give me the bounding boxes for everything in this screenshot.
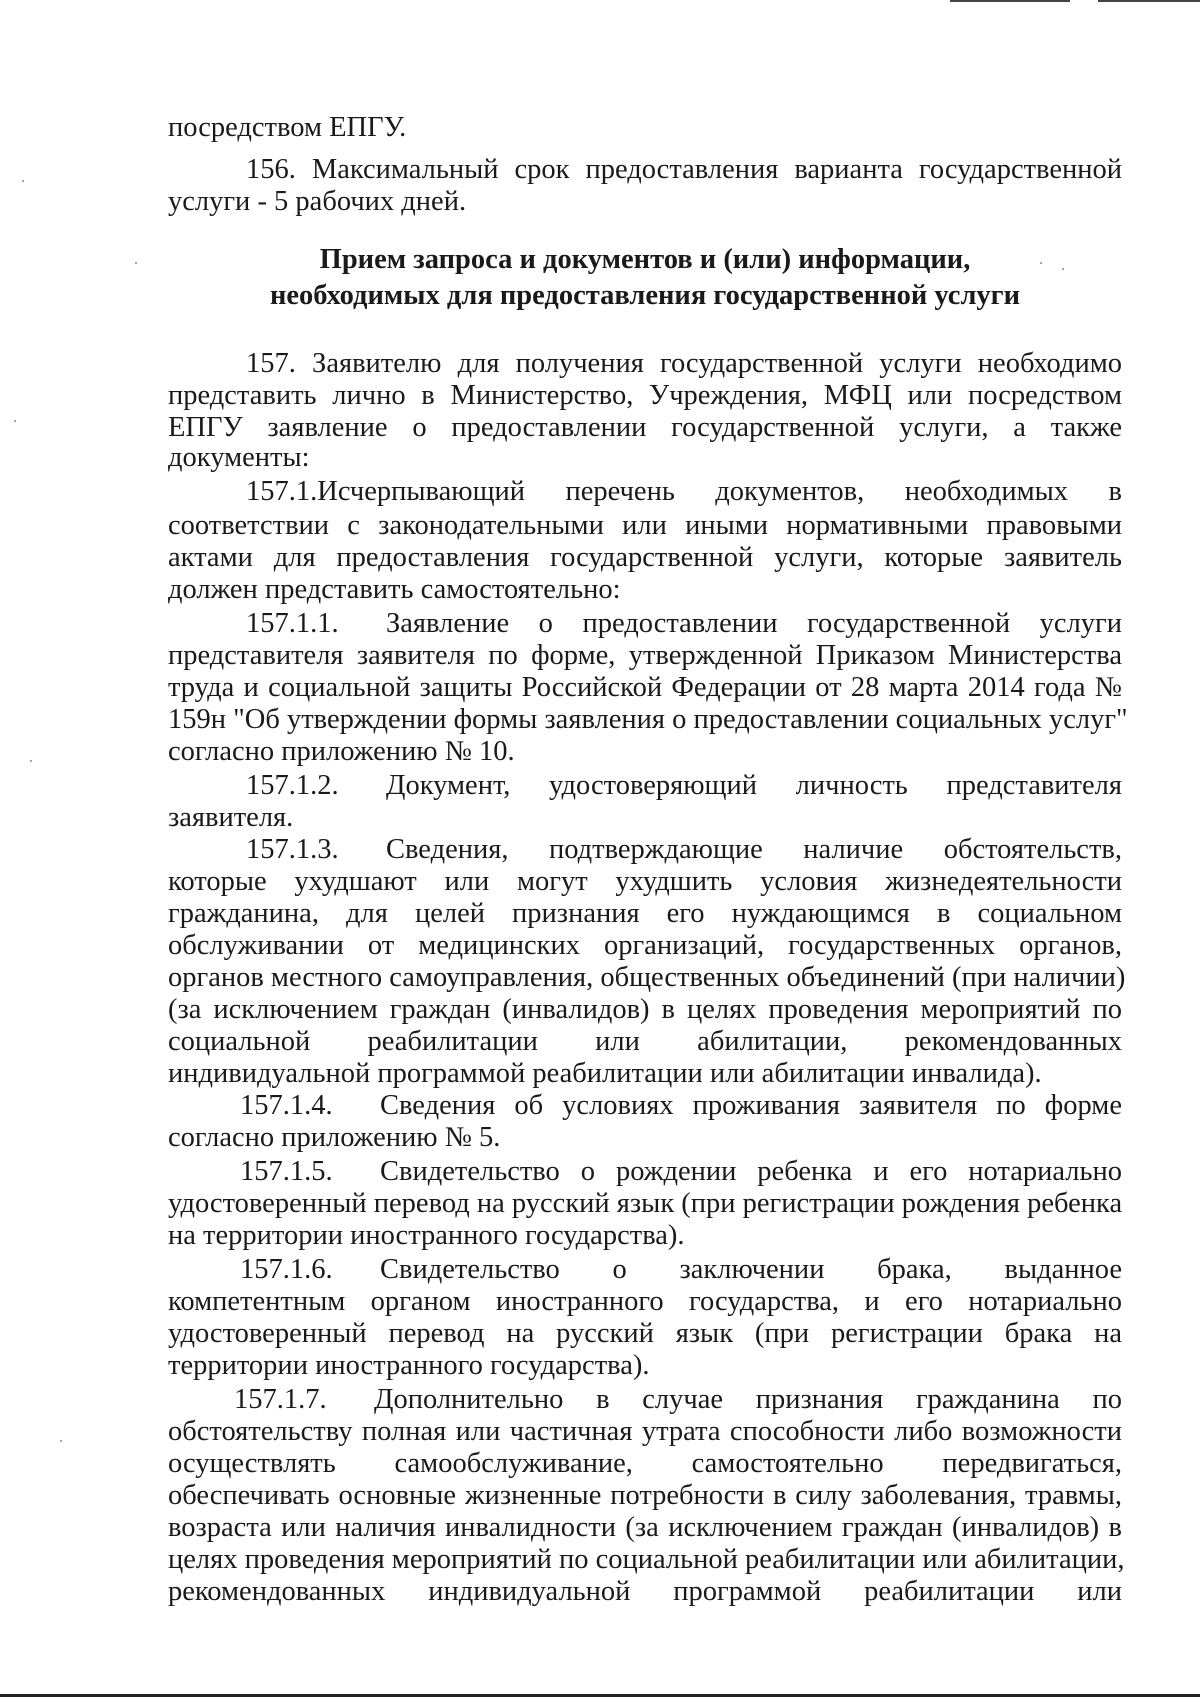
scan-speck [135, 262, 137, 264]
text-line: индивидуальной программой реабилитации или абилитации инвалида). [168, 1058, 1042, 1089]
text-line: обеспечивать основные жизненные потребности в силу заболевания, травмы, [168, 1480, 1122, 1511]
text-line: территории иностранного государства). [168, 1350, 650, 1381]
text-line: которые ухудшают или могут ухудшить условия жизнедеятельности [168, 866, 1122, 897]
text-line: (за исключением граждан (инвалидов) в целях проведения мероприятий по [168, 994, 1122, 1025]
paragraph-number: 157.1.3. [246, 834, 339, 865]
text-line: посредством ЕПГУ. [168, 112, 407, 143]
text-segment: Свидетельство о заключении брака, выданное [380, 1254, 1122, 1285]
text-line: заявителя. [168, 802, 294, 833]
text-line: услуги - 5 рабочих дней. [168, 186, 467, 217]
text-line: обстоятельству полная или частичная утрата способности либо возможности [168, 1416, 1122, 1447]
text-line: согласно приложению № 10. [168, 736, 515, 767]
scan-speck [30, 760, 32, 762]
text-line: представить лично в Министерство, Учреждения, МФЦ или посредством [168, 380, 1122, 411]
text-segment: Дополнительно в случае признания гражданина по [374, 1384, 1122, 1415]
text-segment: Сведения об условиях проживания заявителя по форме [380, 1090, 1122, 1121]
text-line: целях проведения мероприятий по социальной реабилитации или абилитации, [168, 1544, 1125, 1575]
text-line: удостоверенный перевод на русский язык (при регистрации брака на [168, 1318, 1122, 1349]
text-line: труда и социальной защиты Российской Федерации от 28 марта 2014 года № [168, 672, 1122, 703]
scan-edge-mark [950, 0, 1070, 2]
text-line: соответствии с законодательными или иными нормативными правовыми [168, 510, 1122, 541]
paragraph-number: 157.1.1. [246, 608, 339, 639]
text-line: на территории иностранного государства). [168, 1220, 685, 1251]
text-segment: Заявление о предоставлении государственной услуги [386, 608, 1122, 639]
paragraph-number: 157.1.5. [240, 1156, 333, 1187]
numbered-paragraph [240, 1156, 1122, 1188]
text-line: социальной реабилитации или абилитации, рекомендованных [168, 1026, 1122, 1057]
section-heading-line-1: Прием запроса и документов и (или) информации, [319, 244, 971, 275]
text-line: 157. Заявителю для получения государственной услуги необходимо [246, 348, 1122, 379]
text-line: документы: [168, 442, 310, 473]
scan-edge-mark [1098, 0, 1200, 2]
text-line: 159н "Об утверждении формы заявления о предоставлении социальных услуг" [168, 704, 1128, 735]
scan-speck [22, 180, 24, 182]
section-heading-line-2: необходимых для предоставления государственной услуги [269, 280, 1021, 311]
paragraph-number: 157.1.4. [240, 1090, 333, 1121]
text-line: представителя заявителя по форме, утвержденной Приказом Министерства [168, 640, 1122, 671]
text-line: осуществлять самообслуживание, самостоятельно передвигаться, [168, 1448, 1122, 1479]
scan-speck [60, 1440, 62, 1442]
text-line: обслуживании от медицинских организаций, государственных органов, [168, 930, 1122, 961]
text-line: гражданина, для целей признания его нуждающимся в социальном [168, 898, 1122, 929]
numbered-paragraph [246, 770, 1122, 802]
scan-speck [14, 420, 16, 422]
paragraph-number: 157.1.6. [240, 1254, 333, 1285]
scan-speck [1062, 268, 1064, 270]
text-line: актами для предоставления государственной услуги, которые заявитель [168, 542, 1122, 573]
scan-speck [1040, 262, 1042, 264]
text-line: должен представить самостоятельно: [168, 574, 621, 605]
text-segment: Документ, удостоверяющий личность представителя [386, 770, 1122, 801]
text-line: компетентным органом иностранного государства, и его нотариально [168, 1286, 1122, 1317]
text-line: согласно приложению № 5. [168, 1122, 501, 1153]
numbered-paragraph [234, 1384, 1122, 1416]
text-segment: Свидетельство о рождении ребенка и его нотариально [380, 1156, 1122, 1187]
numbered-paragraph [246, 834, 1122, 866]
text-line: удостоверенный перевод на русский язык (при регистрации рождения ребенка [168, 1188, 1123, 1219]
text-line: рекомендованных индивидуальной программой реабилитации или [168, 1576, 1122, 1607]
scan-bottom-edge [0, 1694, 1200, 1697]
text-line: возраста или наличия инвалидности (за исключением граждан (инвалидов) в [168, 1512, 1122, 1543]
text-line: 156. Максимальный срок предоставления варианта государственной [246, 154, 1122, 185]
text-line: ЕПГУ заявление о предоставлении государственной услуги, а также [168, 412, 1122, 443]
text-line: органов местного самоуправления, общественных объединений (при наличии) [168, 962, 1126, 993]
paragraph-number: 157.1.7. [234, 1384, 327, 1415]
numbered-paragraph [240, 1090, 1122, 1122]
text-segment: Сведения, подтверждающие наличие обстоятельств, [386, 834, 1122, 865]
paragraph-number: 157.1.2. [246, 770, 339, 801]
numbered-paragraph [246, 608, 1122, 640]
text-line: 157.1.Исчерпывающий перечень документов, необходимых в [246, 476, 1122, 507]
numbered-paragraph [240, 1254, 1122, 1286]
